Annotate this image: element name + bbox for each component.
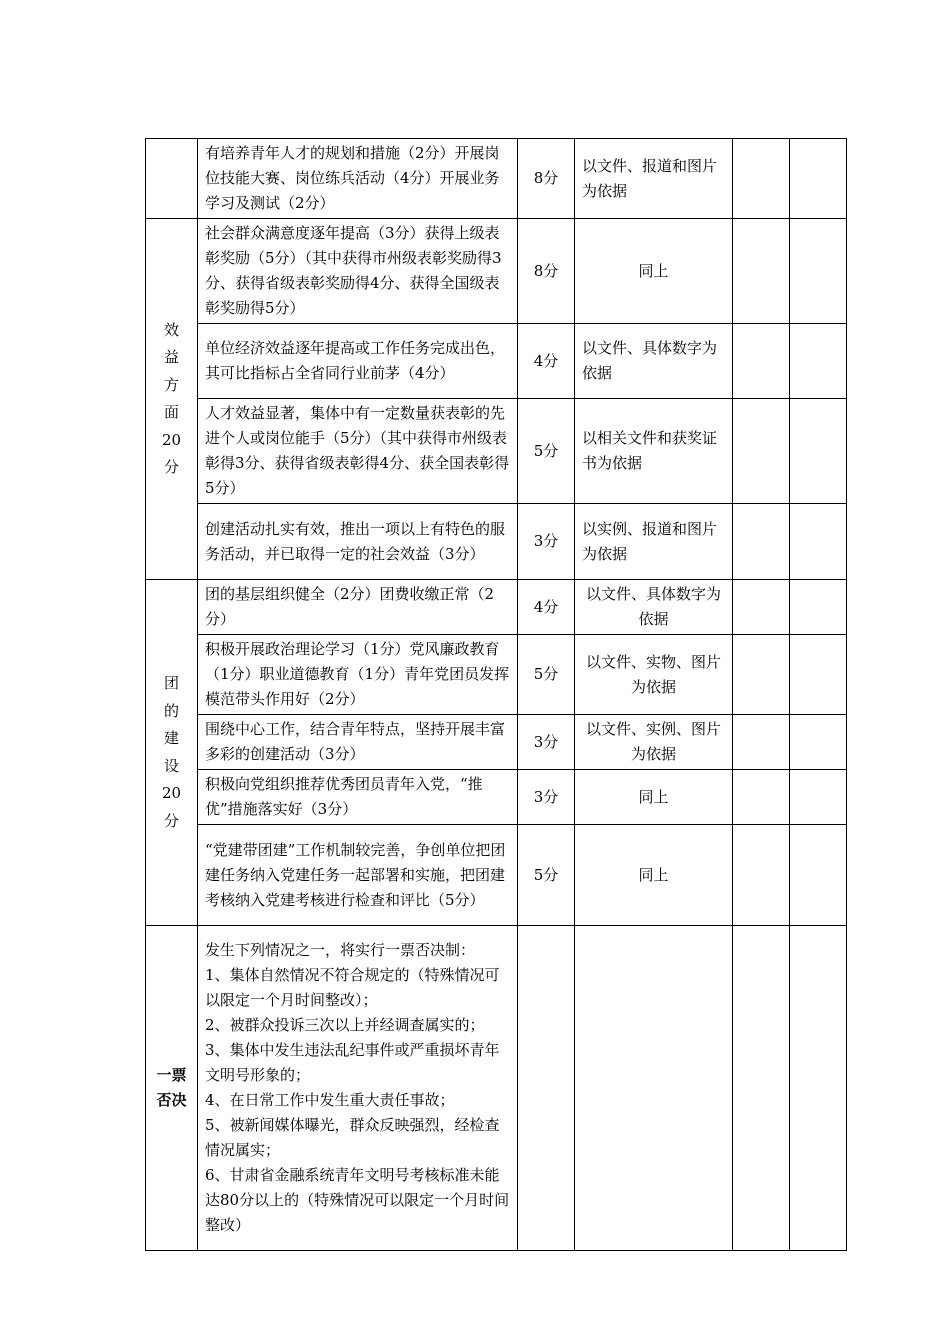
criteria-cell: 积极开展政治理论学习（1分）党风廉政教育（1分）职业道德教育（1分）青年党团员发挥模范带头作用好（2分） [198, 635, 518, 715]
review-score-cell [790, 580, 847, 635]
score-cell: 5分 [518, 825, 575, 926]
criteria-cell: 团的基层组织健全（2分）团费收缴正常（2分） [198, 580, 518, 635]
criteria-cell: 有培养青年人才的规划和措施（2分）开展岗位技能大赛、岗位练兵活动（4分）开展业务学习及测试（2分） [198, 139, 518, 219]
basis-cell: 以实例、报道和图片为依据 [575, 504, 733, 580]
score-cell: 4分 [518, 324, 575, 399]
score-cell: 5分 [518, 635, 575, 715]
review-score-cell [790, 715, 847, 770]
criteria-cell: “党建带团建”工作机制较完善，争创单位把团建任务纳入党建任务一起部署和实施，把团建考核纳入党建考核进行检查和评比（5分） [198, 825, 518, 926]
criteria-cell: 创建活动扎实有效，推出一项以上有特色的服务活动，并已取得一定的社会效益（3分） [198, 504, 518, 580]
criteria-cell: 单位经济效益逐年提高或工作任务完成出色，其可比指标占全省同行业前茅（4分） [198, 324, 518, 399]
basis-cell: 同上 [575, 770, 733, 825]
veto-line: 1、集体自然情况不符合规定的（特殊情况可以限定一个月时间整改）； [205, 966, 500, 1009]
basis-cell [575, 926, 733, 1251]
basis-cell: 以文件、报道和图片为依据 [575, 139, 733, 219]
review-score-cell [790, 399, 847, 504]
self-score-cell [733, 825, 790, 926]
score-cell: 3分 [518, 770, 575, 825]
score-cell: 8分 [518, 139, 575, 219]
review-score-cell [790, 825, 847, 926]
criteria-cell: 积极向党组织推荐优秀团员青年入党，“推优”措施落实好（3分） [198, 770, 518, 825]
assessment-table [145, 138, 847, 1251]
basis-cell: 以文件、实物、图片为依据 [575, 635, 733, 715]
table-row-veto [146, 926, 847, 1251]
basis-cell: 以相关文件和获奖证书为依据 [575, 399, 733, 504]
self-score-cell [733, 399, 790, 504]
veto-criteria-cell [198, 926, 518, 1251]
review-score-cell [790, 770, 847, 825]
criteria-cell: 围绕中心工作，结合青年特点，坚持开展丰富多彩的创建活动（3分） [198, 715, 518, 770]
score-cell: 3分 [518, 504, 575, 580]
veto-line: 3、集体中发生违法乱纪事件或严重损坏青年文明号形象的； [205, 1041, 500, 1084]
basis-cell: 以文件、实例、图片为依据 [575, 715, 733, 770]
score-cell: 8分 [518, 219, 575, 324]
table-row [146, 399, 847, 504]
score-cell: 5分 [518, 399, 575, 504]
table-row [146, 139, 847, 219]
table-row [146, 504, 847, 580]
table-row [146, 825, 847, 926]
review-score-cell [790, 219, 847, 324]
veto-line: 4、在日常工作中发生重大责任事故； [205, 1091, 455, 1109]
self-score-cell [733, 926, 790, 1251]
self-score-cell [733, 219, 790, 324]
basis-cell: 同上 [575, 219, 733, 324]
self-score-cell [733, 715, 790, 770]
veto-line: 6、甘肃省金融系统青年文明号考核标准未能达80分以上的（特殊情况可以限定一个月时间整改） [205, 1166, 510, 1234]
review-score-cell [790, 324, 847, 399]
veto-line: 2、被群众投诉三次以上并经调查属实的； [205, 1016, 485, 1034]
veto-line: 发生下列情况之一，将实行一票否决制： [205, 941, 476, 959]
table-row [146, 770, 847, 825]
table-row [146, 219, 847, 324]
review-score-cell [790, 504, 847, 580]
category-benefit: 效益方面20分 [146, 219, 198, 580]
review-score-cell [790, 635, 847, 715]
veto-line: 5、被新闻媒体曝光，群众反映强烈，经检查情况属实； [205, 1116, 500, 1159]
self-score-cell [733, 635, 790, 715]
table-row [146, 715, 847, 770]
score-cell: 4分 [518, 580, 575, 635]
basis-cell: 以文件、具体数字为依据 [575, 324, 733, 399]
table-row [146, 324, 847, 399]
category-veto: 一票否决 [146, 926, 198, 1251]
self-score-cell [733, 324, 790, 399]
review-score-cell [790, 139, 847, 219]
criteria-cell: 社会群众满意度逐年提高（3分）获得上级表彰奖励（5分）（其中获得市州级表彰奖励得3分、获得省级表彰奖励得4分、获得全国级表彰奖励得5分） [198, 219, 518, 324]
self-score-cell [733, 504, 790, 580]
review-score-cell [790, 926, 847, 1251]
table-row [146, 635, 847, 715]
self-score-cell [733, 139, 790, 219]
score-cell: 3分 [518, 715, 575, 770]
criteria-cell: 人才效益显著，集体中有一定数量获表彰的先进个人或岗位能手（5分）（其中获得市州级表彰得3分、获得省级表彰得4分、获全国表彰得5分） [198, 399, 518, 504]
basis-cell: 同上 [575, 825, 733, 926]
self-score-cell [733, 580, 790, 635]
category-league: 团的建设20分 [146, 580, 198, 926]
table-row [146, 580, 847, 635]
basis-cell: 以文件、具体数字为依据 [575, 580, 733, 635]
self-score-cell [733, 770, 790, 825]
score-cell [518, 926, 575, 1251]
category-cell-empty [146, 139, 198, 219]
